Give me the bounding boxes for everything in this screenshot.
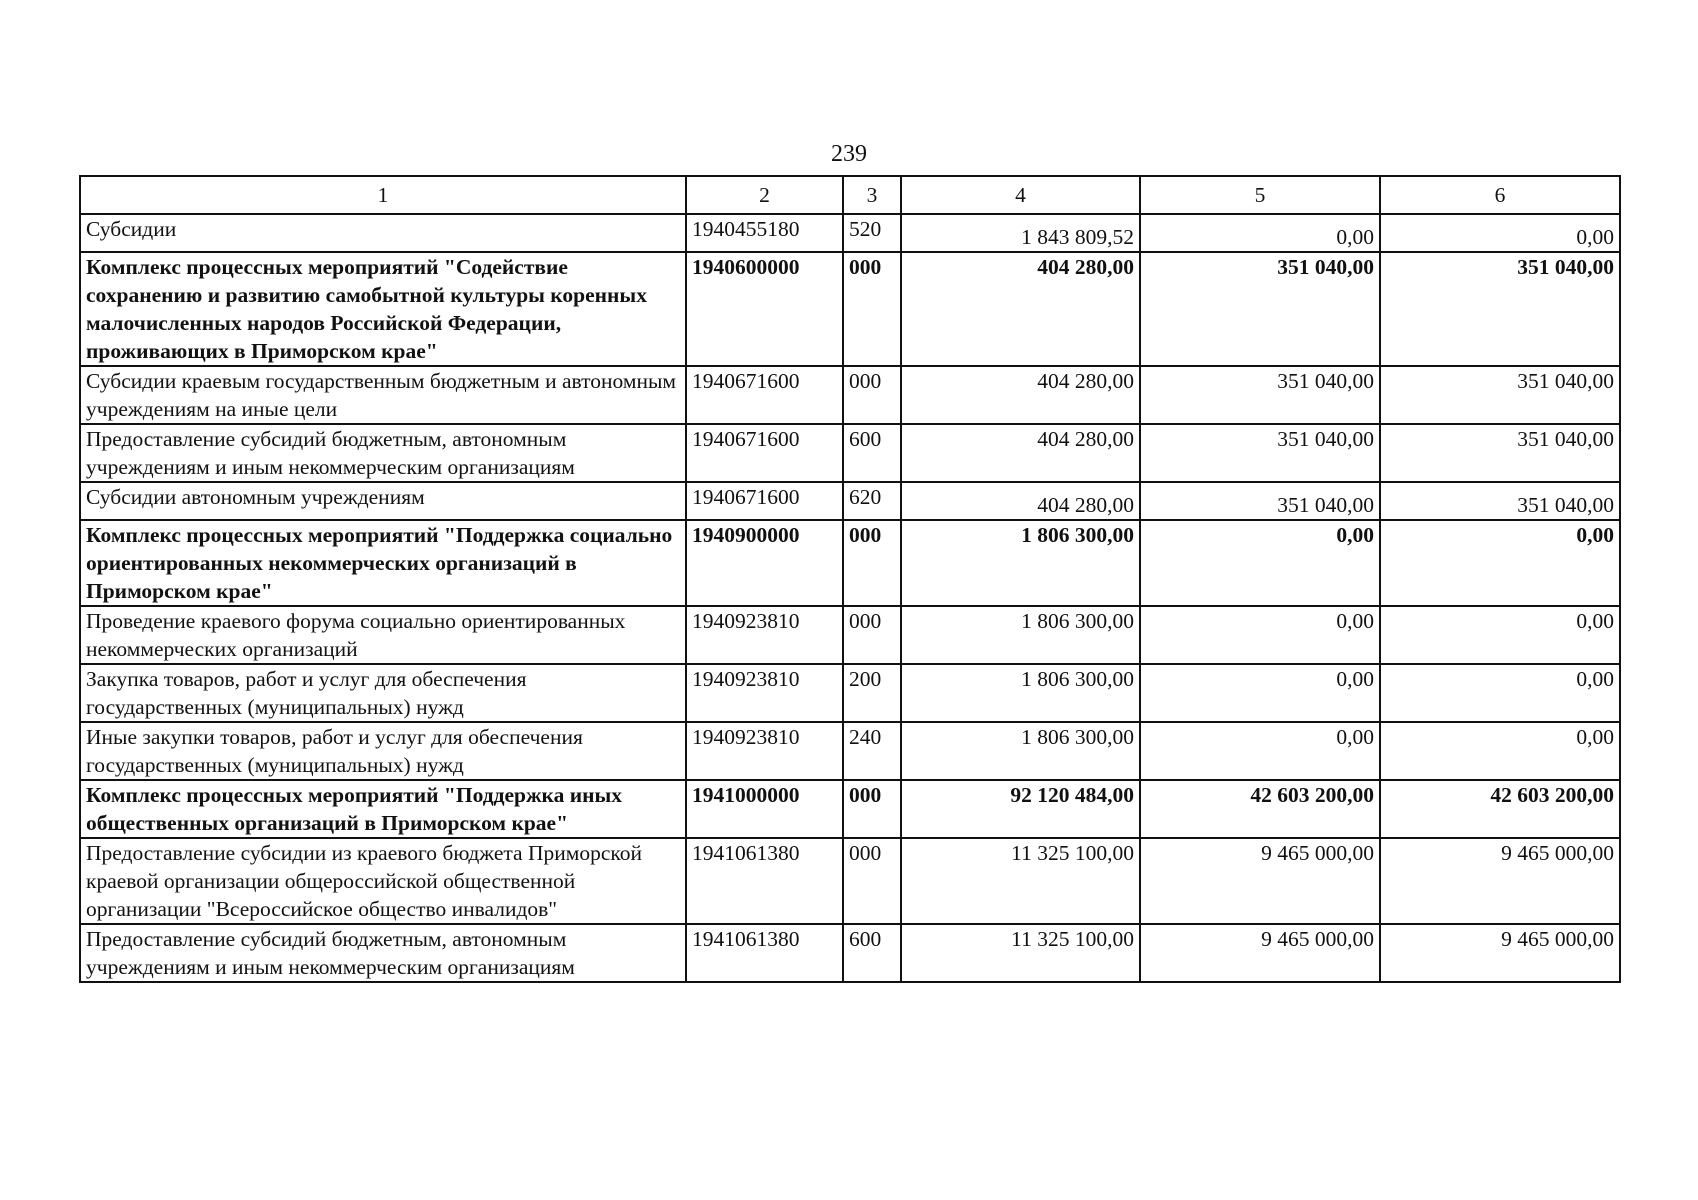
row-type: 000 [843,606,901,664]
row-code: 1941061380 [686,838,843,924]
row-name: Комплекс процессных мероприятий "Поддержка иных общественных организаций в Приморском крае" [80,780,686,838]
row-value-5: 9 465 000,00 [1140,838,1380,924]
row-value-4: 404 280,00 [901,424,1140,482]
table-header-row [80,176,1620,214]
column-header-4: 4 [901,176,1140,214]
row-value-4: 1 806 300,00 [901,520,1140,606]
row-value-5: 351 040,00 [1140,482,1380,520]
table-row [80,252,1620,366]
row-type: 000 [843,366,901,424]
row-name: Комплекс процессных мероприятий "Поддержка социально ориентированных некоммерческих организаций в Приморском крае" [80,520,686,606]
row-value-6: 9 465 000,00 [1380,838,1620,924]
row-value-4: 11 325 100,00 [901,838,1140,924]
column-header-1: 1 [80,176,686,214]
row-type: 000 [843,838,901,924]
row-name: Закупка товаров, работ и услуг для обеспечения государственных (муниципальных) нужд [80,664,686,722]
table-row [80,520,1620,606]
row-type: 620 [843,482,901,520]
table-row [80,722,1620,780]
table-row [80,482,1620,520]
row-name: Субсидии краевым государственным бюджетным и автономным учреждениям на иные цели [80,366,686,424]
row-name: Субсидии [80,214,686,252]
row-name: Предоставление субсидий бюджетным, автономным учреждениям и иным некоммерческим организациям [80,924,686,982]
row-code: 1941061380 [686,924,843,982]
row-value-6: 351 040,00 [1380,482,1620,520]
table-row [80,924,1620,982]
row-value-6: 351 040,00 [1380,252,1620,366]
row-value-6: 0,00 [1380,664,1620,722]
row-value-5: 0,00 [1140,520,1380,606]
row-type: 240 [843,722,901,780]
row-code: 1940923810 [686,606,843,664]
page-number: 239 [831,141,867,167]
row-value-6: 0,00 [1380,520,1620,606]
table-row [80,780,1620,838]
row-code: 1940671600 [686,424,843,482]
row-code: 1940923810 [686,722,843,780]
row-code: 1940671600 [686,482,843,520]
row-code: 1941000000 [686,780,843,838]
row-value-4: 92 120 484,00 [901,780,1140,838]
row-value-5: 0,00 [1140,722,1380,780]
row-name: Иные закупки товаров, работ и услуг для обеспечения государственных (муниципальных) нужд [80,722,686,780]
row-value-5: 351 040,00 [1140,424,1380,482]
row-value-4: 1 806 300,00 [901,606,1140,664]
table-row [80,664,1620,722]
row-value-4: 1 843 809,52 [901,214,1140,252]
row-value-5: 42 603 200,00 [1140,780,1380,838]
row-value-5: 0,00 [1140,606,1380,664]
row-value-6: 9 465 000,00 [1380,924,1620,982]
row-name: Субсидии автономным учреждениям [80,482,686,520]
row-value-5: 9 465 000,00 [1140,924,1380,982]
row-value-6: 0,00 [1380,214,1620,252]
row-name: Проведение краевого форума социально ориентированных некоммерческих организаций [80,606,686,664]
row-code: 1940600000 [686,252,843,366]
column-header-5: 5 [1140,176,1380,214]
table-row [80,214,1620,252]
row-value-6: 0,00 [1380,722,1620,780]
row-value-5: 351 040,00 [1140,252,1380,366]
table-row [80,838,1620,924]
row-name: Предоставление субсидий бюджетным, автономным учреждениям и иным некоммерческим организациям [80,424,686,482]
row-value-4: 11 325 100,00 [901,924,1140,982]
row-name: Комплекс процессных мероприятий "Содействие сохранению и развитию самобытной культуры коренных малочисленных народов Российской Федерации, проживающих в Приморском крае" [80,252,686,366]
table-row [80,366,1620,424]
column-header-2: 2 [686,176,843,214]
column-header-6: 6 [1380,176,1620,214]
row-type: 000 [843,252,901,366]
row-value-4: 1 806 300,00 [901,664,1140,722]
row-value-4: 404 280,00 [901,252,1140,366]
row-type: 200 [843,664,901,722]
row-code: 1940900000 [686,520,843,606]
row-code: 1940671600 [686,366,843,424]
row-type: 520 [843,214,901,252]
row-code: 1940455180 [686,214,843,252]
table-body [80,214,1620,982]
row-value-6: 0,00 [1380,606,1620,664]
column-header-3: 3 [843,176,901,214]
row-value-6: 351 040,00 [1380,424,1620,482]
row-value-5: 0,00 [1140,664,1380,722]
budget-table [79,175,1621,983]
row-value-6: 351 040,00 [1380,366,1620,424]
row-value-6: 42 603 200,00 [1380,780,1620,838]
row-value-5: 0,00 [1140,214,1380,252]
row-type: 600 [843,924,901,982]
table-row [80,424,1620,482]
row-value-4: 404 280,00 [901,366,1140,424]
row-type: 000 [843,780,901,838]
row-value-4: 404 280,00 [901,482,1140,520]
row-type: 600 [843,424,901,482]
row-value-5: 351 040,00 [1140,366,1380,424]
row-code: 1940923810 [686,664,843,722]
row-type: 000 [843,520,901,606]
table-row [80,606,1620,664]
row-name: Предоставление субсидии из краевого бюджета Приморской краевой организации общероссийской общественной организации "Всероссийское общество инвалидов" [80,838,686,924]
row-value-4: 1 806 300,00 [901,722,1140,780]
